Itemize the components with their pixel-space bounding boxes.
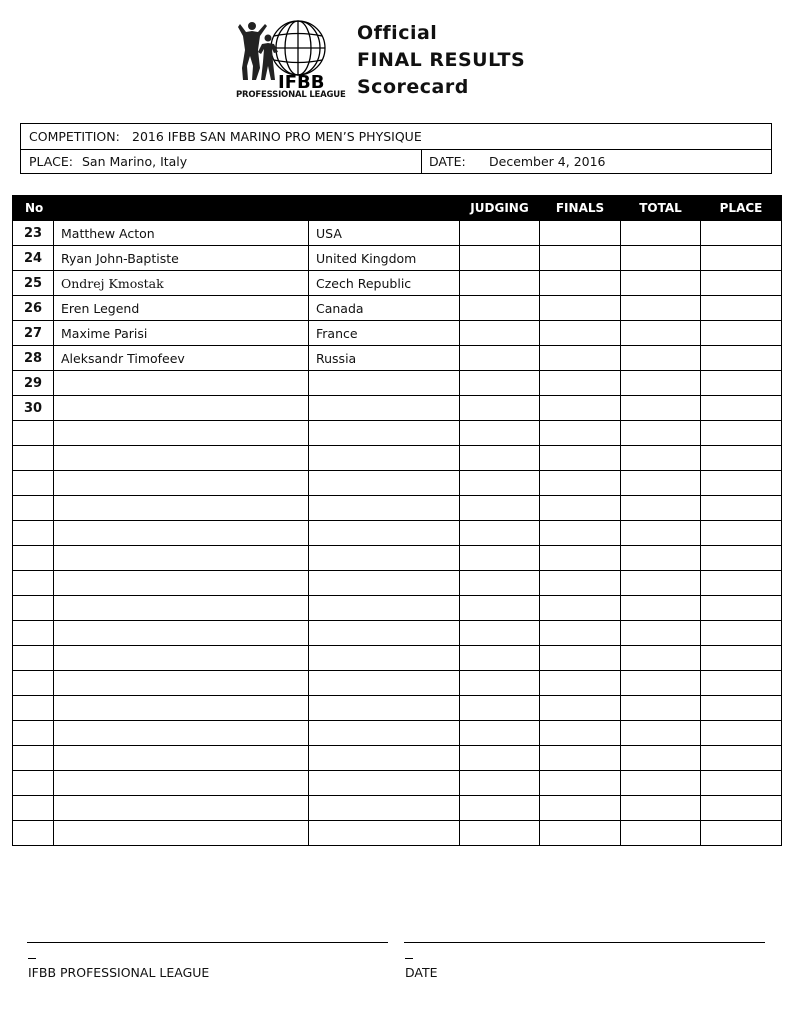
cell-country [309, 696, 460, 721]
cell-place [701, 821, 782, 846]
cell-no [13, 496, 54, 521]
competition-label: COMPETITION: [29, 129, 120, 144]
cell-no [13, 471, 54, 496]
cell-country [309, 421, 460, 446]
cell-total [621, 471, 701, 496]
cell-country [309, 671, 460, 696]
cell-finals [540, 521, 621, 546]
logo-letters: IFBB [278, 72, 325, 93]
competition-row [21, 124, 771, 150]
cell-country [309, 821, 460, 846]
cell-country: Canada [309, 296, 460, 321]
table-row [13, 421, 782, 446]
cell-no [13, 521, 54, 546]
cell-judging [460, 271, 540, 296]
cell-country [309, 496, 460, 521]
cell-judging [460, 671, 540, 696]
cell-total [621, 396, 701, 421]
cell-place [701, 596, 782, 621]
cell-no [13, 546, 54, 571]
table-row [13, 671, 782, 696]
cell-total [621, 221, 701, 246]
cell-judging [460, 821, 540, 846]
title-line-1: Official [357, 22, 438, 44]
cell-no: 24 [13, 246, 54, 271]
logo-caption: PROFESSIONAL LEAGUE [236, 90, 346, 100]
cell-name [54, 646, 309, 671]
place-label: PLACE: [29, 154, 73, 169]
cell-judging [460, 321, 540, 346]
cell-place [701, 546, 782, 571]
cell-place [701, 371, 782, 396]
cell-finals [540, 446, 621, 471]
cell-finals [540, 771, 621, 796]
cell-place [701, 746, 782, 771]
cell-finals [540, 646, 621, 671]
cell-total [621, 621, 701, 646]
cell-place [701, 446, 782, 471]
cell-judging [460, 721, 540, 746]
table-row [13, 596, 782, 621]
cell-finals [540, 571, 621, 596]
cell-name [54, 746, 309, 771]
table-row [13, 696, 782, 721]
cell-place [701, 571, 782, 596]
cell-judging [460, 296, 540, 321]
signature-line-right [404, 942, 765, 943]
cell-total [621, 546, 701, 571]
cell-total [621, 696, 701, 721]
cell-name: Ryan John-Baptiste [54, 246, 309, 271]
table-row [13, 396, 782, 421]
table-row [13, 471, 782, 496]
cell-name [54, 546, 309, 571]
cell-country [309, 446, 460, 471]
cell-name [54, 671, 309, 696]
cell-name [54, 421, 309, 446]
table-row [13, 246, 782, 271]
cell-total [621, 421, 701, 446]
header-total: TOTAL [621, 196, 701, 221]
results-body [13, 221, 782, 846]
cell-finals [540, 296, 621, 321]
cell-name [54, 496, 309, 521]
cell-country: Russia [309, 346, 460, 371]
cell-name [54, 571, 309, 596]
cell-country: France [309, 321, 460, 346]
cell-no [13, 746, 54, 771]
cell-judging [460, 746, 540, 771]
header-no: No [13, 196, 54, 221]
table-row [13, 321, 782, 346]
cell-country [309, 546, 460, 571]
cell-judging [460, 346, 540, 371]
cell-finals [540, 271, 621, 296]
cell-total [621, 596, 701, 621]
cell-place [701, 521, 782, 546]
cell-country [309, 621, 460, 646]
cell-finals [540, 746, 621, 771]
table-row [13, 221, 782, 246]
cell-place [701, 246, 782, 271]
cell-no [13, 446, 54, 471]
cell-judging [460, 546, 540, 571]
cell-name [54, 821, 309, 846]
header-place: PLACE [701, 196, 782, 221]
table-row [13, 746, 782, 771]
cell-finals [540, 721, 621, 746]
cell-finals [540, 321, 621, 346]
cell-place [701, 321, 782, 346]
cell-total [621, 821, 701, 846]
place-value: San Marino, Italy [82, 154, 188, 169]
cell-total [621, 496, 701, 521]
cell-place [701, 396, 782, 421]
cell-judging [460, 421, 540, 446]
cell-name [54, 371, 309, 396]
cell-total [621, 571, 701, 596]
cell-judging [460, 596, 540, 621]
signature-dash-right [405, 958, 413, 959]
header-name [54, 196, 309, 221]
cell-name: Eren Legend [54, 296, 309, 321]
cell-judging [460, 521, 540, 546]
cell-country [309, 796, 460, 821]
globe-icon [271, 21, 325, 75]
title-line-3: Scorecard [357, 76, 469, 98]
cell-finals [540, 621, 621, 646]
cell-finals [540, 471, 621, 496]
cell-name: Ondrej Kmostak [54, 271, 309, 296]
cell-total [621, 721, 701, 746]
cell-country [309, 596, 460, 621]
cell-total [621, 346, 701, 371]
cell-judging [460, 571, 540, 596]
cell-total [621, 446, 701, 471]
signature-label-right: DATE [405, 965, 438, 980]
cell-place [701, 221, 782, 246]
cell-name [54, 721, 309, 746]
cell-judging [460, 771, 540, 796]
cell-judging [460, 646, 540, 671]
cell-judging [460, 696, 540, 721]
cell-no [13, 721, 54, 746]
signature-line-left [27, 942, 388, 943]
cell-total [621, 271, 701, 296]
table-row [13, 646, 782, 671]
cell-name [54, 521, 309, 546]
date-value: December 4, 2016 [489, 154, 606, 169]
cell-no [13, 621, 54, 646]
cell-country: Czech Republic [309, 271, 460, 296]
cell-finals [540, 221, 621, 246]
cell-no: 26 [13, 296, 54, 321]
cell-total [621, 746, 701, 771]
cell-judging [460, 371, 540, 396]
cell-no [13, 571, 54, 596]
cell-country [309, 646, 460, 671]
cell-name [54, 771, 309, 796]
table-row [13, 271, 782, 296]
cell-country [309, 471, 460, 496]
cell-no [13, 596, 54, 621]
competition-info-box [20, 123, 772, 174]
cell-no [13, 821, 54, 846]
cell-country [309, 571, 460, 596]
cell-finals [540, 546, 621, 571]
cell-total [621, 646, 701, 671]
cell-no: 29 [13, 371, 54, 396]
athlete-silhouette-icon [238, 22, 278, 80]
cell-finals [540, 371, 621, 396]
cell-judging [460, 471, 540, 496]
cell-country [309, 396, 460, 421]
cell-judging [460, 621, 540, 646]
cell-place [701, 671, 782, 696]
cell-place [701, 621, 782, 646]
place-date-row [21, 150, 771, 174]
cell-no [13, 771, 54, 796]
cell-total [621, 771, 701, 796]
table-row [13, 296, 782, 321]
cell-no: 28 [13, 346, 54, 371]
cell-name: Aleksandr Timofeev [54, 346, 309, 371]
cell-total [621, 521, 701, 546]
cell-name [54, 596, 309, 621]
results-table [12, 195, 782, 846]
cell-no: 30 [13, 396, 54, 421]
cell-finals [540, 821, 621, 846]
cell-judging [460, 446, 540, 471]
cell-total [621, 671, 701, 696]
cell-name [54, 471, 309, 496]
cell-no [13, 796, 54, 821]
cell-finals [540, 796, 621, 821]
table-row [13, 571, 782, 596]
cell-total [621, 796, 701, 821]
cell-no [13, 421, 54, 446]
cell-name [54, 796, 309, 821]
cell-name [54, 446, 309, 471]
cell-country: USA [309, 221, 460, 246]
table-row [13, 796, 782, 821]
cell-no [13, 646, 54, 671]
cell-place [701, 346, 782, 371]
table-row [13, 371, 782, 396]
table-row [13, 621, 782, 646]
header-judging: JUDGING [460, 196, 540, 221]
cell-country [309, 746, 460, 771]
cell-place [701, 296, 782, 321]
table-row [13, 771, 782, 796]
cell-place [701, 721, 782, 746]
cell-name: Matthew Acton [54, 221, 309, 246]
cell-no: 27 [13, 321, 54, 346]
cell-name: Maxime Parisi [54, 321, 309, 346]
cell-finals [540, 421, 621, 446]
table-row [13, 546, 782, 571]
table-row [13, 446, 782, 471]
cell-place [701, 421, 782, 446]
cell-judging [460, 396, 540, 421]
info-divider [421, 150, 422, 174]
cell-judging [460, 246, 540, 271]
table-row [13, 496, 782, 521]
cell-finals [540, 496, 621, 521]
cell-name [54, 696, 309, 721]
cell-country [309, 721, 460, 746]
cell-no [13, 671, 54, 696]
table-row [13, 521, 782, 546]
cell-finals [540, 671, 621, 696]
cell-place [701, 696, 782, 721]
cell-name [54, 396, 309, 421]
signature-label-left: IFBB PROFESSIONAL LEAGUE [28, 965, 210, 980]
cell-total [621, 321, 701, 346]
cell-judging [460, 496, 540, 521]
cell-country: United Kingdom [309, 246, 460, 271]
cell-country [309, 371, 460, 396]
cell-country [309, 521, 460, 546]
table-row [13, 346, 782, 371]
cell-judging [460, 221, 540, 246]
competition-value: 2016 IFBB SAN MARINO PRO MEN’S PHYSIQUE [132, 129, 422, 144]
cell-total [621, 246, 701, 271]
table-row [13, 821, 782, 846]
signature-dash-left [28, 958, 36, 959]
cell-finals [540, 596, 621, 621]
cell-place [701, 646, 782, 671]
cell-name [54, 621, 309, 646]
cell-finals [540, 346, 621, 371]
cell-judging [460, 796, 540, 821]
cell-finals [540, 396, 621, 421]
cell-place [701, 496, 782, 521]
cell-no [13, 696, 54, 721]
table-header-row [13, 196, 782, 221]
cell-finals [540, 696, 621, 721]
cell-place [701, 771, 782, 796]
cell-total [621, 371, 701, 396]
table-row [13, 721, 782, 746]
date-label: DATE: [429, 154, 466, 169]
cell-place [701, 796, 782, 821]
document-title [357, 20, 525, 101]
cell-country [309, 771, 460, 796]
cell-finals [540, 246, 621, 271]
header-finals: FINALS [540, 196, 621, 221]
title-line-2: FINAL RESULTS [357, 49, 526, 71]
cell-no: 25 [13, 271, 54, 296]
cell-place [701, 271, 782, 296]
cell-total [621, 296, 701, 321]
cell-place [701, 471, 782, 496]
cell-no: 23 [13, 221, 54, 246]
header-country [309, 196, 460, 221]
